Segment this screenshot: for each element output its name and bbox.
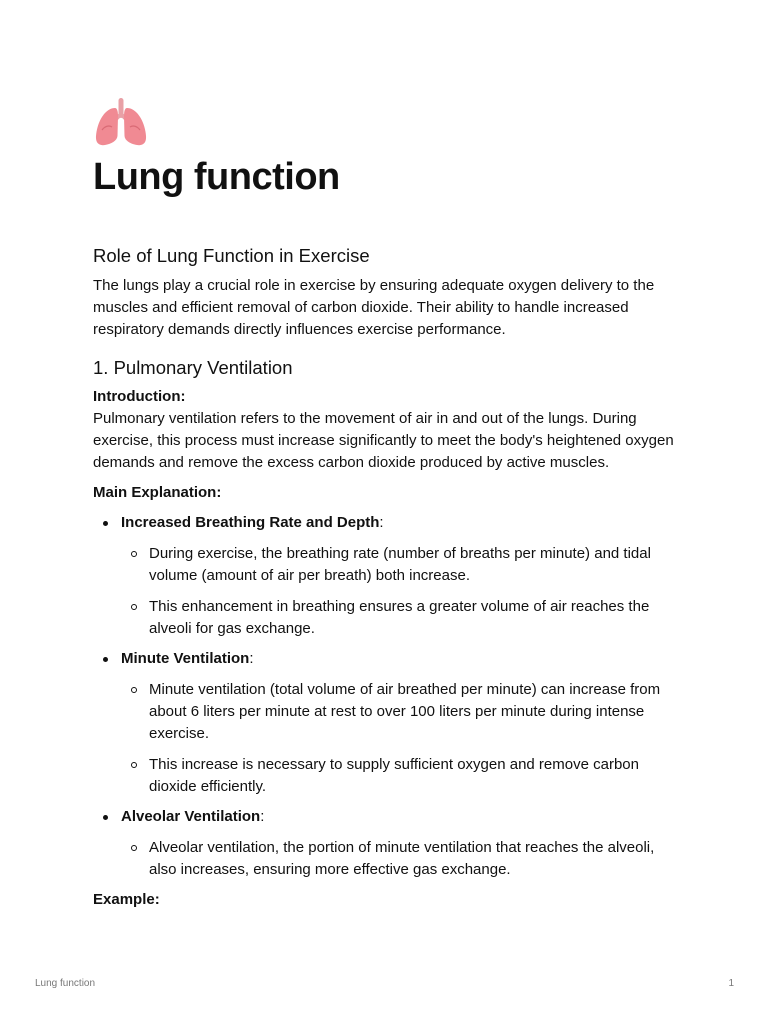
section-heading-pulmonary: 1. Pulmonary Ventilation bbox=[93, 357, 293, 378]
list-item bbox=[121, 679, 683, 745]
bullet-title: Alveolar Ventilation bbox=[121, 808, 261, 825]
footer-title: Lung function bbox=[35, 978, 96, 989]
sub-item-text: During exercise, the breathing rate (number of breaths per minute) and tidal volume (amount of air per breath) both increase. bbox=[149, 545, 651, 584]
bullet-circle-icon bbox=[131, 551, 137, 557]
bullet-suffix: : bbox=[260, 808, 265, 825]
bullet-title: Minute Ventilation bbox=[121, 650, 250, 667]
main-explanation-label: Main Explanation: bbox=[93, 484, 222, 501]
lungs-icon bbox=[93, 96, 149, 148]
section-heading-role: Role of Lung Function in Exercise bbox=[93, 245, 370, 266]
bullet-circle-icon bbox=[131, 762, 137, 768]
sub-item-text: This enhancement in breathing ensures a greater volume of air reaches the alveoli for gas exchange. bbox=[149, 598, 650, 637]
bullet-circle-icon bbox=[131, 845, 137, 851]
sub-list bbox=[121, 679, 683, 798]
list-item bbox=[121, 837, 683, 881]
footer-page-number: 1 bbox=[728, 978, 734, 989]
bullet-suffix: : bbox=[379, 514, 384, 531]
bullet-circle-icon bbox=[131, 687, 137, 693]
list-item bbox=[121, 543, 683, 587]
list-item bbox=[121, 596, 683, 640]
section-paragraph-role: The lungs play a crucial role in exercise by ensuring adequate oxygen delivery to the muscles and efficient removal of carbon dioxide. Their ability to handle increased respiratory demands directly influences exercise performance. bbox=[93, 277, 655, 338]
bullet-circle-icon bbox=[131, 604, 137, 610]
list-item bbox=[93, 512, 683, 640]
bullet-title: Increased Breathing Rate and Depth bbox=[121, 514, 380, 531]
explanation-list bbox=[93, 512, 683, 881]
bullet-dot-icon bbox=[103, 657, 108, 662]
bullet-dot-icon bbox=[103, 815, 108, 820]
list-item bbox=[121, 754, 683, 798]
list-item bbox=[93, 806, 683, 881]
sub-item-text: This increase is necessary to supply sufficient oxygen and remove carbon dioxide efficiently. bbox=[149, 756, 639, 795]
document-title: Lung function bbox=[93, 156, 340, 198]
bullet-suffix: : bbox=[249, 650, 254, 667]
sub-list bbox=[121, 837, 683, 881]
bullet-dot-icon bbox=[103, 521, 108, 526]
document-page bbox=[93, 96, 683, 911]
example-label: Example: bbox=[93, 891, 160, 908]
introduction-text: Pulmonary ventilation refers to the movement of air in and out of the lungs. During exercise, this process must increase significantly to meet the body's heightened oxygen demands and remove the excess carbon dioxide produced by active muscles. bbox=[93, 410, 674, 471]
sub-list bbox=[121, 543, 683, 640]
sub-item-text: Alveolar ventilation, the portion of minute ventilation that reaches the alveoli, also increases, ensuring more effective gas exchange. bbox=[149, 839, 655, 878]
introduction-label: Introduction: bbox=[93, 388, 186, 405]
list-item bbox=[93, 648, 683, 798]
sub-item-text: Minute ventilation (total volume of air breathed per minute) can increase from about 6 liters per minute at rest to over 100 liters per minute during intense exercise. bbox=[149, 681, 661, 742]
